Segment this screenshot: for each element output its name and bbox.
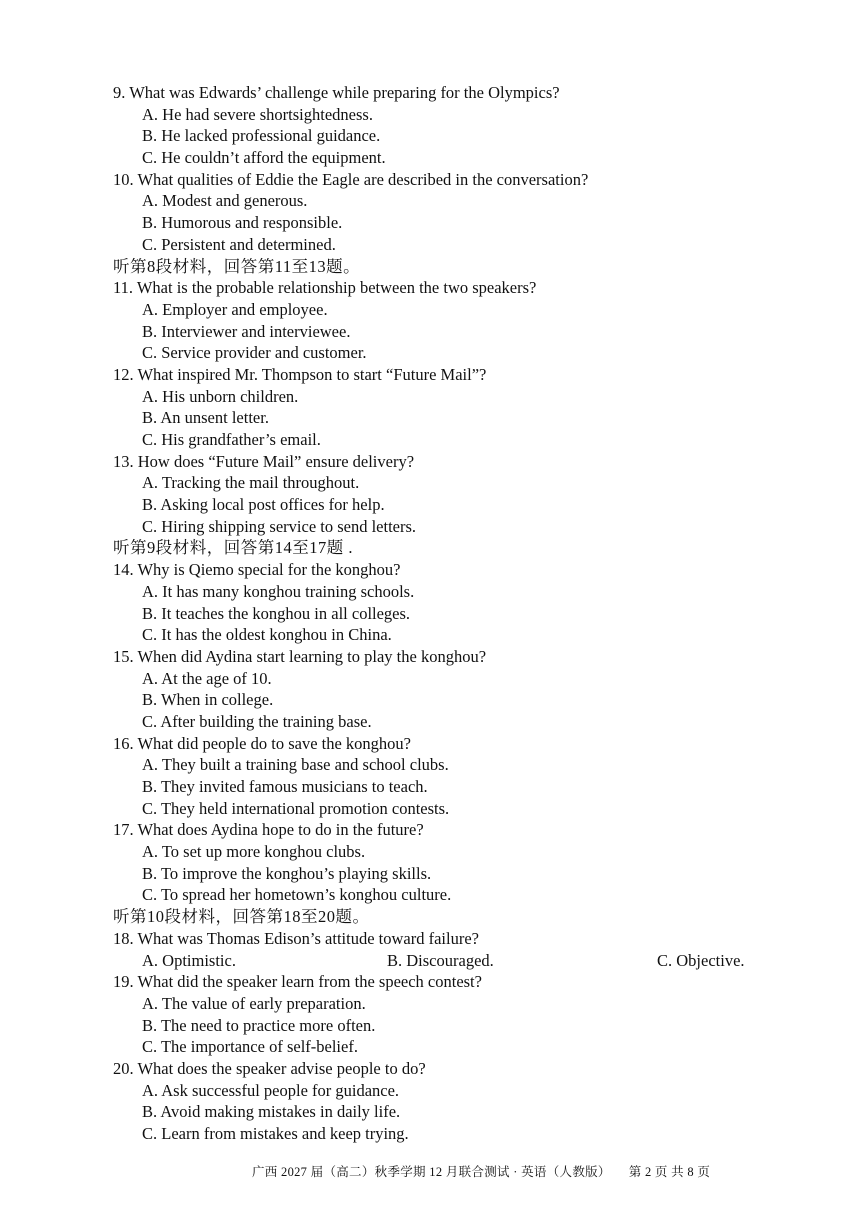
answer-option: B. Humorous and responsible. <box>142 213 343 233</box>
page-footer <box>252 1163 710 1181</box>
question-text: 13. How does “Future Mail” ensure delivery? <box>113 451 415 471</box>
answer-option: C. Learn from mistakes and keep trying. <box>142 1124 409 1143</box>
question-list <box>113 82 773 1145</box>
answer-option: B. He lacked professional guidance. <box>142 126 381 146</box>
answer-option: C. It has the oldest konghou in China. <box>142 625 392 645</box>
question-text: 11. What is the probable relationship between the two speakers? <box>113 278 537 298</box>
section-instruction: 听第9段材料，回答第14至17题 . <box>113 538 353 558</box>
answer-option: A. He had severe shortsightedness. <box>142 104 373 124</box>
answer-option: B. When in college. <box>142 690 274 710</box>
question-text: 14. Why is Qiemo special for the konghou? <box>113 560 401 580</box>
question-text: 9. What was Edwards’ challenge while preparing for the Olympics? <box>113 83 560 102</box>
answer-option: A. Employer and employee. <box>142 299 328 319</box>
section-instruction: 听第8段材料，回答第11至13题。 <box>113 256 361 276</box>
answer-option: A. His unborn children. <box>142 386 299 406</box>
section-instruction: 听第10段材料，回答第18至20题。 <box>113 907 370 927</box>
question-text: 10. What qualities of Eddie the Eagle are described in the conversation? <box>113 169 589 189</box>
answer-option: C. Service provider and customer. <box>142 343 367 363</box>
answer-option: C. After building the training base. <box>142 711 372 731</box>
option-a: A. Optimistic. <box>142 950 236 970</box>
question-text: 20. What does the speaker advise people to do? <box>113 1058 426 1078</box>
footer-exam-title: 广西 2027 届（高二）秋季学期 12 月联合测试 · 英语（人教版） <box>252 1165 611 1179</box>
answer-option: A. They built a training base and school clubs. <box>142 755 449 775</box>
question-text: 17. What does Aydina hope to do in the future? <box>113 820 424 840</box>
answer-option: A. Modest and generous. <box>142 191 308 211</box>
option-c: C. Objective. <box>657 950 745 970</box>
question-text: 12. What inspired Mr. Thompson to start “Future Mail”? <box>113 364 487 384</box>
option-b: B. Discouraged. <box>387 950 494 970</box>
question-text: 16. What did people do to save the konghou? <box>113 733 412 753</box>
answer-option: B. Asking local post offices for help. <box>142 495 385 515</box>
answer-option: C. To spread her hometown’s konghou culture. <box>142 885 452 905</box>
question-text: 15. When did Aydina start learning to play the konghou? <box>113 646 487 666</box>
answer-option: B. Avoid making mistakes in daily life. <box>142 1102 401 1122</box>
answer-option: C. They held international promotion contests. <box>142 798 450 818</box>
footer-page-number: 第 2 页 共 8 页 <box>628 1165 711 1179</box>
answer-option: B. They invited famous musicians to teach. <box>142 777 428 796</box>
answer-option: A. Ask successful people for guidance. <box>142 1080 400 1100</box>
answer-option: C. Persistent and determined. <box>142 234 336 254</box>
answer-option: A. The value of early preparation. <box>142 993 366 1013</box>
answer-option: A. Tracking the mail throughout. <box>142 473 360 493</box>
question-text: 19. What did the speaker learn from the speech contest? <box>113 972 482 992</box>
answer-option: B. Interviewer and interviewee. <box>142 321 351 341</box>
question-text: 18. What was Thomas Edison’s attitude toward failure? <box>113 928 479 948</box>
answer-option: C. The importance of self-belief. <box>142 1037 358 1057</box>
answer-option: C. Hiring shipping service to send letters. <box>142 516 417 536</box>
answer-option: B. The need to practice more often. <box>142 1015 376 1035</box>
answer-option: C. He couldn’t afford the equipment. <box>142 148 386 168</box>
answer-option: A. To set up more konghou clubs. <box>142 842 366 862</box>
option-row <box>113 950 773 972</box>
answer-option: B. To improve the konghou’s playing skills. <box>142 863 432 883</box>
answer-option: A. At the age of 10. <box>142 668 272 688</box>
answer-option: B. An unsent letter. <box>142 408 269 428</box>
answer-option: B. It teaches the konghou in all colleges. <box>142 603 411 623</box>
answer-option: A. It has many konghou training schools. <box>142 581 415 601</box>
answer-option: C. His grandfather’s email. <box>142 430 321 449</box>
